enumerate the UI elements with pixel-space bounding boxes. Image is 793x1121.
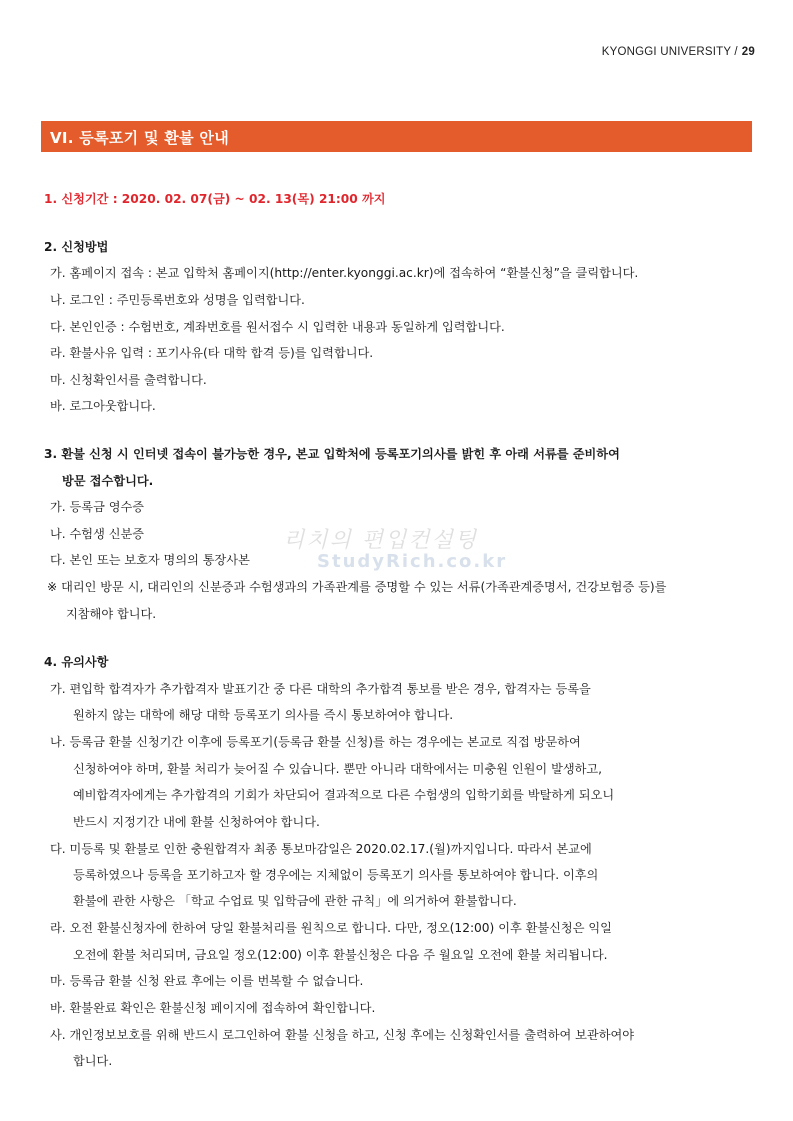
note-item-cont: 반드시 지정기간 내에 환불 신청하여야 합니다. [73,815,320,829]
note-item-cont: 환불에 관한 사항은 「학교 수업료 및 입학금에 관한 규칙」에 의거하여 환불합니다. [73,894,517,908]
visit-item: 나. 수험생 신분증 [50,527,145,541]
watermark-url: StudyRich.co.kr [317,551,508,572]
application-period: 1. 신청기간 : 2020. 02. 07(금) ~ 02. 13(목) 21:00 까지 [44,192,386,206]
note-item: 바. 환불완료 확인은 환불신청 페이지에 접속하여 확인합니다. [50,1001,376,1015]
method-item: 나. 로그인 : 주민등록번호와 성명을 입력합니다. [50,293,305,307]
note-item-cont: 원하지 않는 대학에 해당 대학 등록포기 의사를 즉시 통보하여야 합니다. [73,708,454,722]
note-item: 라. 오전 환불신청자에 한하여 당일 환불처리를 원칙으로 합니다. 다만, 정오(12:00) 이후 환불신청은 익일 [50,921,612,935]
method-item: 마. 신청확인서를 출력합니다. [50,373,207,387]
method-heading: 2. 신청방법 [44,240,109,254]
visit-heading: 3. 환불 신청 시 인터넷 접속이 불가능한 경우, 본교 입학처에 등록포기의사를 밝힌 후 아래 서류를 준비하여 [44,447,620,461]
header-page-number: 29 [741,46,755,58]
method-item: 가. 홈페이지 접속 : 본교 입학처 홈페이지(http://enter.kyonggi.ac.kr)에 접속하여 “환불신청”을 클릭합니다. [50,266,639,280]
watermark [283,523,523,587]
visit-heading-cont: 방문 접수합니다. [62,474,154,488]
section-title: VI. 등록포기 및 환불 안내 [50,129,229,147]
method-item: 다. 본인인증 : 수험번호, 계좌번호를 원서접수 시 입력한 내용과 동일하게 입력합니다. [50,320,505,334]
visit-note: ※ 대리인 방문 시, 대리인의 신분증과 수험생과의 가족관계를 증명할 수 있는 서류(가족관계증명서, 건강보험증 등)를 [47,580,667,594]
note-item: 마. 등록금 환불 신청 완료 후에는 이를 번복할 수 없습니다. [50,974,364,988]
method-item: 바. 로그아웃합니다. [50,399,156,413]
note-item-cont: 예비합격자에게는 추가합격의 기회가 차단되어 결과적으로 다른 수험생의 입학기회를 박탈하게 되오니 [73,788,615,802]
note-item-cont: 오전에 환불 처리되며, 금요일 정오(12:00) 이후 환불신청은 다음 주 월요일 오전에 환불 처리됩니다. [73,948,608,962]
note-item: 다. 미등록 및 환불로 인한 충원합격자 최종 통보마감일은 2020.02.17.(월)까지입니다. 따라서 본교에 [50,842,592,856]
note-item: 가. 편입학 합격자가 추가합격자 발표기간 중 다른 대학의 추가합격 통보를 받은 경우, 합격자는 등록을 [50,682,591,696]
note-item-cont: 등록하였으나 등록을 포기하고자 할 경우에는 지체없이 등록포기 의사를 통보하여야 합니다. 이후의 [73,868,599,882]
notes-heading: 4. 유의사항 [44,655,109,669]
note-item-cont: 신청하여야 하며, 환불 처리가 늦어질 수 있습니다. 뿐만 아니라 대학에서는 미충원 인원이 발생하고, [73,762,603,776]
visit-note-cont: 지참해야 합니다. [66,607,157,621]
visit-item: 다. 본인 또는 보호자 명의의 통장사본 [50,553,250,567]
watermark-text: 리치의 편입컨설팅 [283,528,479,553]
note-item: 나. 등록금 환불 신청기간 이후에 등록포기(등록금 환불 신청)를 하는 경우에는 본교로 직접 방문하여 [50,735,581,749]
note-item: 사. 개인정보보호를 위해 반드시 로그인하여 환불 신청을 하고, 신청 후에는 신청확인서를 출력하여 보관하여야 [50,1028,635,1042]
note-item-cont: 합니다. [73,1054,113,1068]
section-title-bar [41,121,752,152]
visit-item: 가. 등록금 영수증 [50,500,145,514]
page-header [602,46,755,58]
method-item: 라. 환불사유 입력 : 포기사유(타 대학 합격 등)를 입력합니다. [50,346,374,360]
header-university: KYONGGI UNIVERSITY / [601,46,738,58]
